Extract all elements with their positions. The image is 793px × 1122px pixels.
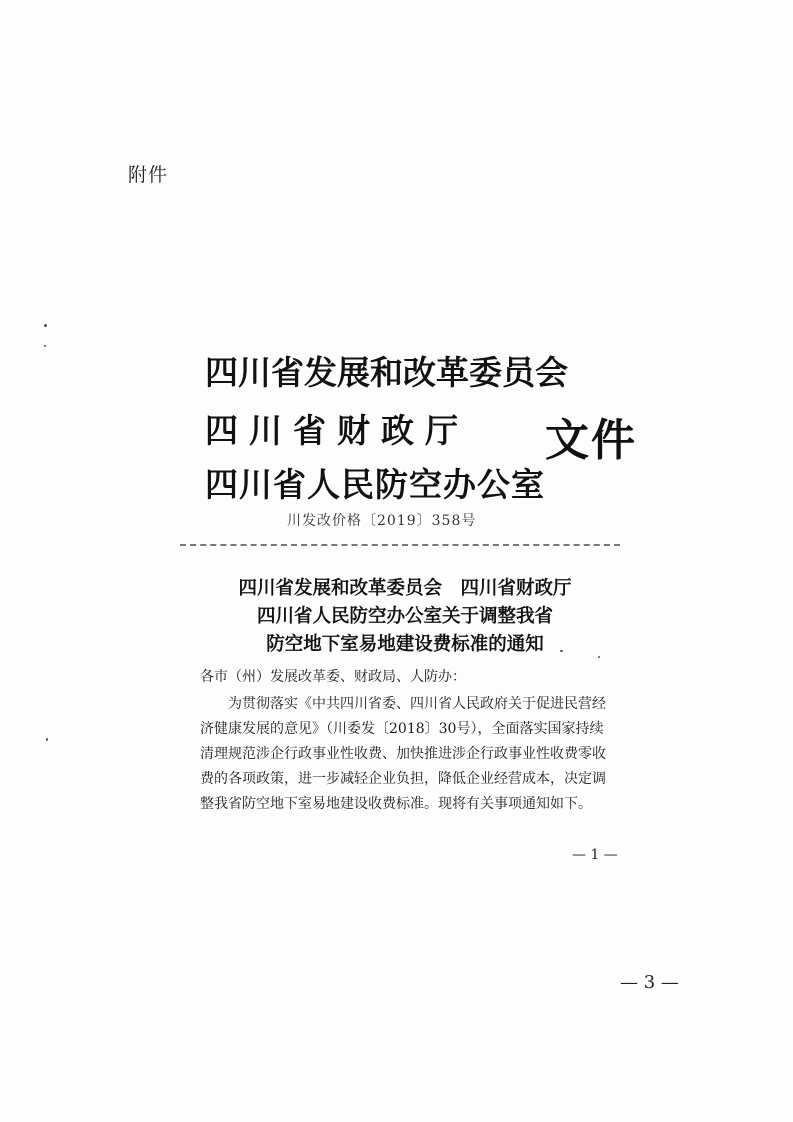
body-line: 费的各项政策，进一步减轻企业负担，降低企业经营成本，决定调: [200, 771, 606, 787]
issuer-finance: 四川省财政厅: [205, 411, 469, 450]
scan-speck: [44, 345, 46, 347]
notice-title-line: 四川省人民防空办公室关于调整我省: [256, 606, 553, 627]
body-paragraph: [200, 692, 620, 817]
doc-kind-label: 文件: [545, 415, 637, 466]
document-number: 川发改价格〔2019〕358号: [287, 513, 477, 529]
scanned-document: [0, 320, 793, 880]
addressee: 各市（州）发展改革委、财政局、人防办：: [200, 669, 466, 685]
body-line: 济健康发展的意见》（川委发〔2018〕30号），全面落实国家持续: [200, 721, 604, 737]
issuer-civil-defense: 四川省人民防空办公室: [205, 465, 545, 504]
issuer-ndrc: 四川省发展和改革委员会: [205, 353, 568, 392]
scan-speck: [46, 738, 48, 741]
notice-title-line: 四川省发展和改革委员会 四川省财政厅: [238, 578, 572, 599]
body-line: 为贯彻落实《中共四川省委、四川省人民政府关于促进民营经: [228, 696, 606, 712]
notice-title-line: 防空地下室易地建设费标准的通知: [266, 634, 544, 655]
header-divider: [180, 544, 620, 546]
scan-speck: [598, 656, 600, 658]
scan-speck: [44, 324, 47, 327]
body-line: 清理规范涉企行政事业性收费、加快推进涉企行政事业性收费零收: [200, 746, 606, 762]
page-number: — 3 —: [620, 972, 679, 993]
attachment-label: 附件: [128, 164, 169, 186]
notice-title: [200, 575, 610, 659]
body-line: 整我省防空地下室易地建设收费标准。现将有关事项通知如下。: [200, 796, 592, 812]
issuer-block: [205, 342, 637, 512]
inner-page-number: — 1 —: [572, 847, 618, 863]
scan-speck: [560, 650, 563, 652]
